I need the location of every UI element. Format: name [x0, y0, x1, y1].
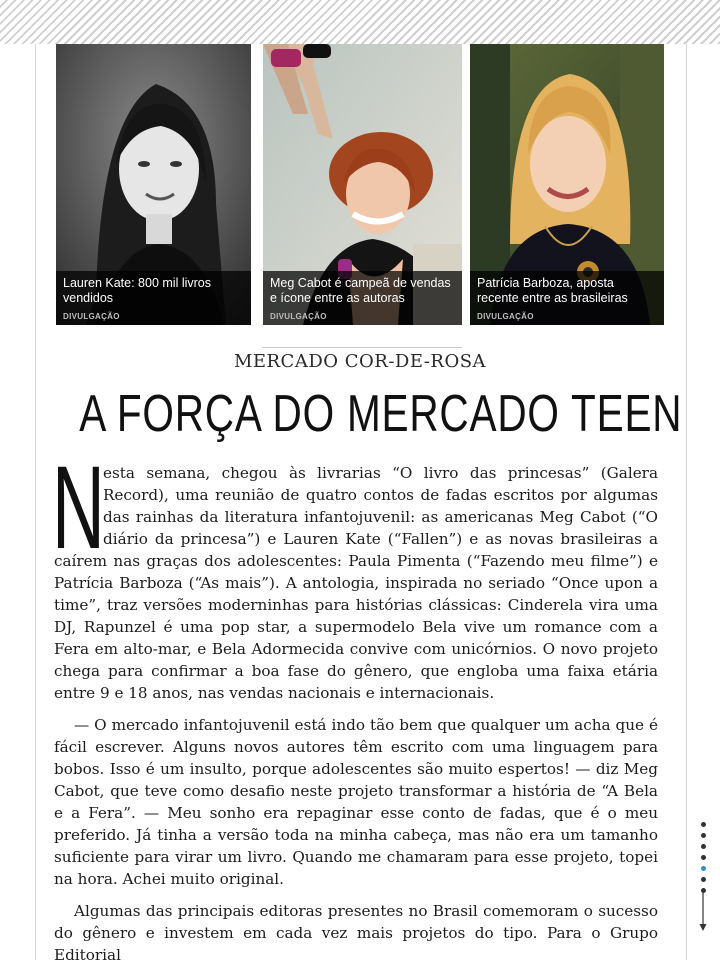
- page-indicator: [700, 822, 708, 899]
- right-margin-line: [686, 44, 687, 960]
- photo-lauren-kate: [56, 44, 251, 325]
- caption-text: Meg Cabot é campeã de vendas e ícone entre as autoras: [270, 276, 451, 305]
- drop-cap: N: [52, 442, 105, 574]
- article-paragraph: Algumas das principais editoras presentes no Brasil comemoram o sucesso do gênero e investem em cada vez mais projetos do tipo. Para o Grupo Editorial: [54, 902, 658, 964]
- photo-patricia-barboza: [470, 44, 664, 325]
- photo-credit: DIVULGAÇÃO: [63, 312, 120, 321]
- top-hatch-band: [0, 0, 720, 44]
- article-paragraph: [52, 442, 658, 704]
- page-dot[interactable]: [701, 822, 706, 827]
- photo-caption: [263, 271, 462, 325]
- photo-meg-cabot: [263, 44, 462, 325]
- left-margin-line: [35, 44, 36, 960]
- caption-text: Lauren Kate: 800 mil livros vendidos: [63, 276, 211, 305]
- page-dot[interactable]: [701, 833, 706, 838]
- page-dot[interactable]: [701, 855, 706, 860]
- article-body: [52, 442, 658, 976]
- photo-caption: [470, 271, 664, 325]
- page-dot[interactable]: [701, 844, 706, 849]
- photo-credit: DIVULGAÇÃO: [477, 312, 534, 321]
- article-paragraph: — O mercado infantojuvenil está indo tão bem que qualquer um acha que é fácil escrever. Alguns novos autores têm escrito com uma linguagem para bobos. Isso é um insulto, porque adolescentes são muito espertos! — diz Meg Cabot, que teve como desafio neste projeto transformar a história de “A Bela e a Fera”. — Meu sonho era repaginar esse conto de fadas, que é o meu preferido. Já tinha a versão toda na minha cabeça, mas não era um tamanho suficiente para virar um livro. Quando me chamaram para esse projeto, topei na hora. Achei muito original.: [54, 716, 658, 888]
- dropcap-box: [52, 442, 105, 574]
- photo-caption: [56, 271, 251, 325]
- page-dot[interactable]: [701, 866, 706, 871]
- caption-text: Patrícia Barboza, aposta recente entre as brasileiras: [477, 276, 628, 305]
- section-kicker: MERCADO COR-DE-ROSA: [233, 351, 487, 372]
- photo-credit: DIVULGAÇÃO: [270, 312, 327, 321]
- scroll-down-arrow-icon[interactable]: [699, 892, 707, 932]
- paragraph-text: esta semana, chegou às livrarias “O livro das princesas” (Galera Record), uma reunião de quatro contos de fadas escritos por algumas das rainhas da literatura infantojuvenil: as americanas Meg Cabot (“O diário da princesa”) e Lauren Kate (“Fallen”) e as novas brasileiras a caírem nas graças dos adolescentes: Paula Pimenta (“Fazendo meu filme”) e Patrícia Barboza (“As mais”). A antologia, inspirada no seriado “Once upon a time”, traz versões moderninhas para histórias clássicas: Cinderela vira uma DJ, Rapunzel é uma pop star, a supermodelo Bela vive um romance com a Fera em alto-mar, e Bela Adormecida convive com unicórnios. O novo projeto chega para confirmar a boa fase do gênero, que engloba uma faixa etária entre 9 e 18 anos, nas vendas nacionais e internacionais.: [54, 464, 658, 702]
- kicker-rule: [262, 347, 462, 348]
- page-dot[interactable]: [701, 877, 706, 882]
- article-headline: A FORÇA DO MERCADO TEEN: [79, 385, 683, 443]
